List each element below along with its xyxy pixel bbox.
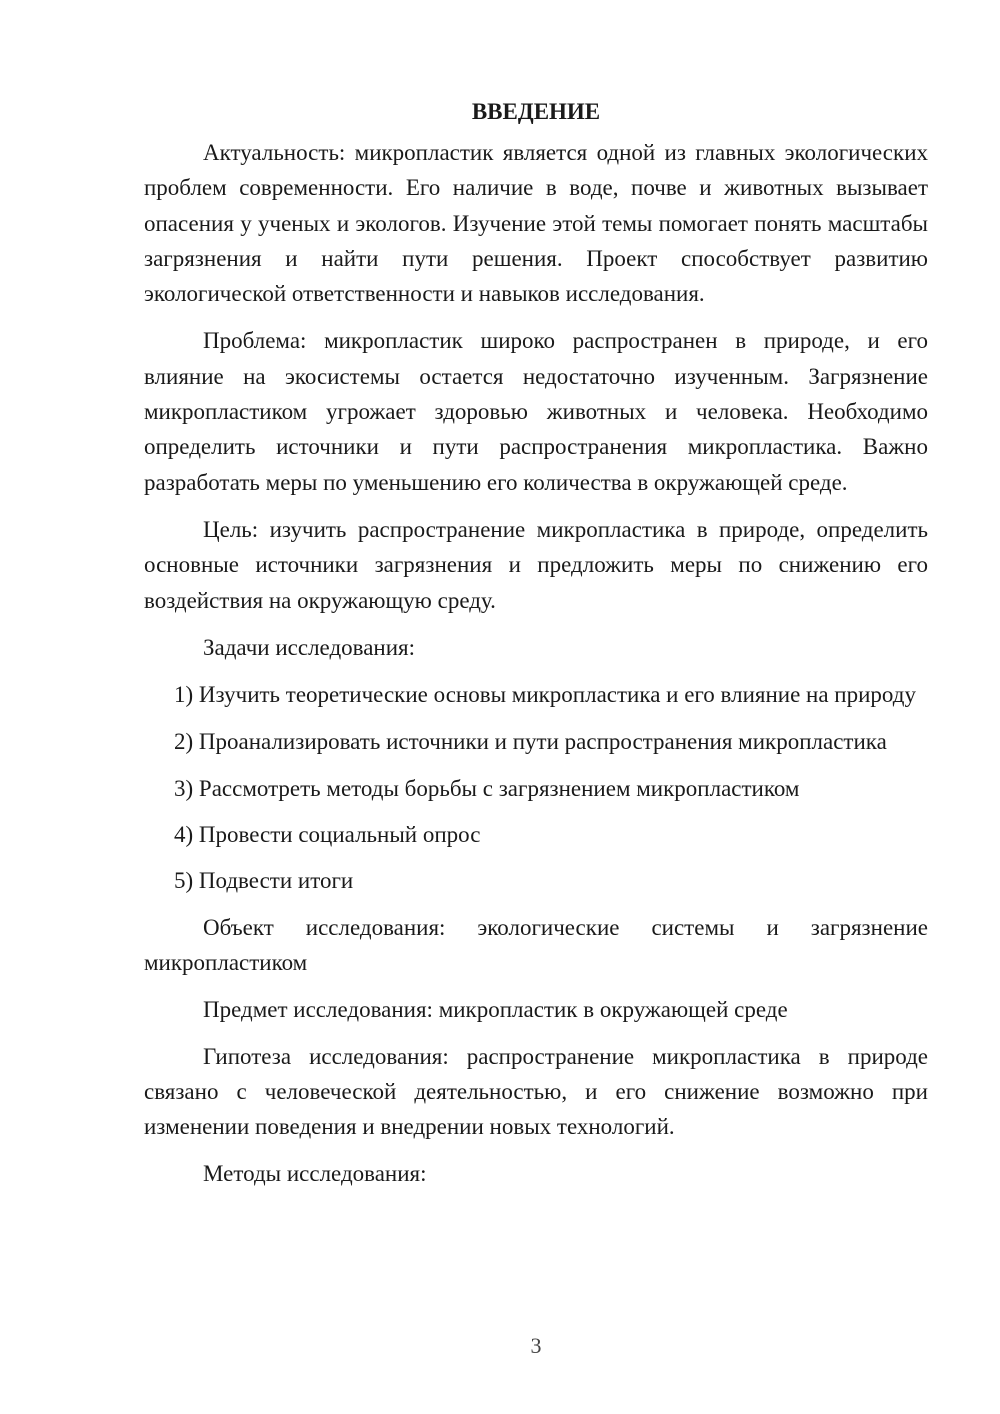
paragraph-hypothesis: Гипотеза исследования: распространение микропластика в природе связано с человеческой деятельностью, и его снижение возможно при изменении поведения и внедрении новых технологий.	[144, 1043, 928, 1140]
paragraph-goal: Цель: изучить распространение микропластика в природе, определить основные источники загрязнения и предложить меры по снижению его воздействия на окружающую среду.	[144, 516, 928, 613]
document-page	[144, 94, 928, 1192]
task-item-4: 4) Провести социальный опрос	[174, 822, 481, 848]
task-item-2: 2) Проанализировать источники и пути распространения микропластика	[174, 729, 887, 755]
paragraph-problem: Проблема: микропластик широко распространен в природе, и его влияние на экосистемы остается недостаточно изученным. Загрязнение микропластиком угрожает здоровью животных и человека. Необходимо определить источники и пути распространения микропластика. Важно разработать меры по уменьшению его количества в окружающей среде.	[144, 328, 928, 495]
paragraph-relevance: Актуальность: микропластик является одной из главных экологических проблем современности. Его наличие в воде, почве и животных вызывает опасения у ученых и экологов. Изучение этой темы помогает понять масштабы загрязнения и найти пути решения. Проект способствует развитию экологической ответственности и навыков исследования.	[144, 140, 928, 307]
task-item-1: 1) Изучить теоретические основы микропластика и его влияние на природу	[174, 682, 916, 708]
section-heading: ВВЕДЕНИЕ	[471, 99, 601, 124]
task-item-3: 3) Рассмотреть методы борьбы с загрязнением микропластиком	[174, 775, 800, 801]
page-number: 3	[530, 1333, 542, 1358]
paragraph-object: Объект исследования: экологические системы и загрязнение микропластиком	[144, 914, 928, 975]
tasks-title: Задачи исследования:	[203, 634, 416, 660]
methods-title: Методы исследования:	[203, 1161, 427, 1187]
paragraph-subject: Предмет исследования: микропластик в окружающей среде	[203, 997, 788, 1023]
task-item-5: 5) Подвести итоги	[174, 868, 354, 894]
